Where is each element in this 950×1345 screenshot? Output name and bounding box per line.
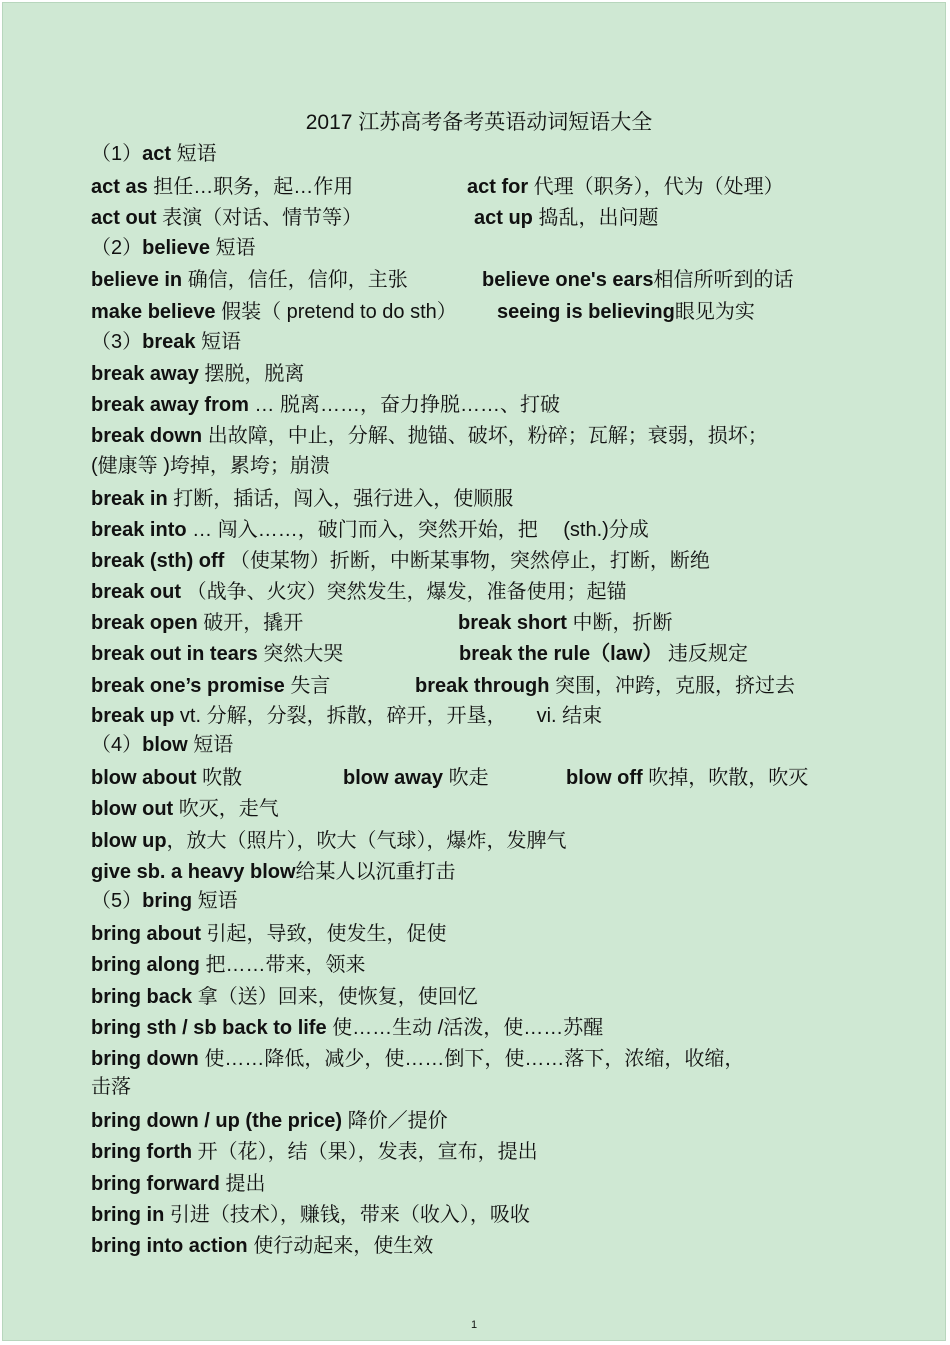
- phrase-definition: （2）: [91, 237, 143, 259]
- phrase-term: bring down / up (the price): [91, 1110, 343, 1132]
- phrase-line: [91, 1233, 915, 1259]
- phrase-definition: 吹灭，走气: [173, 798, 279, 820]
- phrase-term: blow: [142, 734, 188, 756]
- phrase-definition: 把……带来，领来: [199, 954, 366, 976]
- page-number: 1: [470, 1319, 478, 1331]
- phrase-term: break into: [91, 519, 187, 541]
- phrase-column-2: [467, 174, 784, 200]
- phrase-definition: 给某人以沉重打击: [295, 861, 456, 883]
- phrase-term: break the rule（law）: [459, 643, 663, 665]
- phrase-term: break in: [91, 488, 168, 510]
- phrase-line: [91, 174, 915, 200]
- phrase-definition: 短语: [171, 143, 217, 165]
- phrase-term: break open: [91, 612, 198, 634]
- phrase-definition: 确信，信任，信仰，主张: [182, 269, 408, 291]
- phrase-definition: 违反规定: [662, 643, 748, 665]
- phrase-definition: 突然大哭: [257, 643, 344, 665]
- phrase-line: [91, 796, 915, 822]
- phrase-column-2: [415, 673, 795, 699]
- phrase-definition: 开（花），结（果），发表，宣布，提出: [192, 1141, 538, 1163]
- phrase-definition: 降价／提价: [342, 1110, 448, 1132]
- document-page: [2, 2, 946, 1341]
- phrase-definition: 吹散: [196, 767, 243, 789]
- phrase-term: break out in tears: [91, 643, 258, 665]
- phrase-line: [91, 1074, 915, 1100]
- phrase-definition: 提出: [219, 1173, 266, 1195]
- phrase-line: [91, 732, 915, 758]
- phrase-line: [91, 392, 915, 418]
- phrase-term: bring along: [91, 954, 200, 976]
- phrase-line: [91, 517, 915, 543]
- phrase-term: believe in: [91, 269, 183, 291]
- phrase-definition: 眼见为实: [674, 301, 755, 323]
- phrase-definition: 短语: [195, 331, 242, 353]
- phrase-definition: 破开，撬开: [197, 612, 304, 634]
- phrase-term: believe: [142, 237, 210, 259]
- phrase-line: [91, 486, 915, 512]
- phrase-term: bring about: [91, 923, 201, 945]
- phrase-column-3: [566, 765, 808, 791]
- phrase-term: seeing is believing: [497, 301, 675, 323]
- phrase-definition: 短语: [209, 237, 256, 259]
- phrase-line: [91, 1015, 915, 1041]
- phrase-definition: 相信所听到的话: [653, 269, 794, 291]
- phrase-column-2: [459, 641, 748, 667]
- phrase-definition: 使……降低，减少，使……倒下，使……落下，浓缩，收缩，: [198, 1048, 745, 1070]
- phrase-term: act up: [474, 207, 533, 229]
- phrase-term: break one’s promise: [91, 675, 285, 697]
- phrase-definition: 击落: [91, 1076, 131, 1098]
- phrase-term: blow away: [343, 767, 444, 789]
- phrase-term: bring into action: [91, 1235, 248, 1257]
- phrase-line: [91, 329, 915, 355]
- phrase-definition: 使行动起来，使生效: [247, 1235, 434, 1257]
- phrase-definition: 引起，导致，使发生，促使: [200, 923, 447, 945]
- phrase-term: bring forth: [91, 1141, 193, 1163]
- phrase-term: act for: [467, 176, 529, 198]
- phrase-term: blow about: [91, 767, 197, 789]
- phrase-definition: （使某物）折断，中断某事物，突然停止，打断，断绝: [224, 550, 710, 572]
- phrase-definition: (健康等 )垮掉，累垮；崩溃: [91, 455, 330, 477]
- phrase-definition: 突围，冲跨，克服，挤过去: [549, 675, 796, 697]
- phrase-line: [91, 610, 915, 636]
- phrase-line: [91, 703, 915, 729]
- phrase-line: [91, 921, 915, 947]
- phrase-term: bring sth / sb back to life: [91, 1017, 327, 1039]
- document-title: 2017 江苏高考备考英语动词短语大全: [305, 111, 653, 134]
- phrase-column-2: [497, 299, 755, 325]
- phrase-term: blow out: [91, 798, 174, 820]
- phrase-term: blow off: [566, 767, 643, 789]
- phrase-term: break up: [91, 705, 175, 727]
- phrase-term: make believe: [91, 301, 216, 323]
- phrase-definition: 失言: [284, 675, 331, 697]
- phrase-line: [91, 423, 915, 449]
- phrase-definition: 代理（职务），代为（处理）: [528, 176, 784, 198]
- phrase-line: [91, 1046, 915, 1072]
- phrase-term: break (sth) off: [91, 550, 225, 572]
- phrase-definition: 假装（ pretend to do sth）: [215, 301, 457, 323]
- phrase-term: act out: [91, 207, 157, 229]
- phrase-term: bring back: [91, 986, 193, 1008]
- phrase-term: bring in: [91, 1204, 165, 1226]
- phrase-term: give sb. a heavy blow: [91, 861, 296, 883]
- phrase-definition: （战争、火灾）突然发生，爆发，准备使用；起锚: [181, 581, 627, 603]
- phrase-line: [91, 888, 915, 914]
- phrase-definition: 表演（对话、情节等）: [156, 207, 363, 229]
- phrase-line: [91, 205, 915, 231]
- phrase-term: break short: [458, 612, 567, 634]
- phrase-line: [91, 1202, 915, 1228]
- phrase-line: [91, 1171, 915, 1197]
- phrase-line: [91, 859, 915, 885]
- phrase-definition: 打断，插话，闯入，强行进入，使顺服: [167, 488, 514, 510]
- phrase-definition: … 脱离……，奋力挣脱……、打破: [248, 394, 560, 416]
- phrase-column-2: [343, 765, 489, 791]
- phrase-term: break down: [91, 425, 203, 447]
- phrase-definition: 捣乱，出问题: [532, 207, 659, 229]
- phrase-term: bring: [142, 890, 193, 912]
- phrase-definition: 吹掉，吹散，吹灭: [642, 767, 809, 789]
- phrase-line: [91, 765, 915, 791]
- phrase-line: [91, 952, 915, 978]
- phrase-line: [91, 641, 915, 667]
- phrase-definition: … 闯入……，破门而入，突然开始，把 (sth.)分成: [186, 519, 649, 541]
- phrase-term: break through: [415, 675, 550, 697]
- phrase-line: [91, 984, 915, 1010]
- phrase-definition: 担任…职务，起…作用: [147, 176, 354, 198]
- phrase-definition: 拿（送）回来，使恢复，使回忆: [192, 986, 478, 1008]
- phrase-line: [91, 235, 915, 261]
- phrase-definition: 短语: [192, 890, 238, 912]
- phrase-term: break away: [91, 363, 199, 385]
- phrase-definition: 中断，折断: [566, 612, 673, 634]
- phrase-column-2: [482, 267, 794, 293]
- phrase-line: [91, 579, 915, 605]
- phrase-term: bring forward: [91, 1173, 220, 1195]
- phrase-column-2: [458, 610, 673, 636]
- phrase-definition: （5）: [91, 890, 143, 912]
- phrase-line: [91, 361, 915, 387]
- phrase-line: [91, 299, 915, 325]
- phrase-definition: （4）: [91, 734, 143, 756]
- phrase-term: blow up: [91, 830, 167, 852]
- phrase-term: break: [142, 331, 196, 353]
- phrase-definition: vt. 分解，分裂，拆散，碎开，开垦， vi. 结束: [174, 705, 603, 727]
- phrase-term: act: [142, 143, 172, 165]
- phrase-line: [91, 267, 915, 293]
- phrase-term: bring down: [91, 1048, 199, 1070]
- phrase-line: [91, 828, 915, 854]
- phrase-line: [91, 548, 915, 574]
- phrase-definition: 出故障，中止，分解、抛锚、破坏，粉碎；瓦解；衰弱，损坏；: [202, 425, 768, 447]
- phrase-definition: 引进（技术），赚钱，带来（收入），吸收: [164, 1204, 530, 1226]
- phrase-line: [91, 673, 915, 699]
- phrase-definition: 摆脱，脱离: [198, 363, 305, 385]
- phrase-term: break away from: [91, 394, 249, 416]
- phrase-line: [91, 1108, 915, 1134]
- phrase-column-2: [474, 205, 658, 231]
- phrase-definition: 短语: [187, 734, 234, 756]
- phrase-term: break out: [91, 581, 182, 603]
- phrase-definition: （3）: [91, 331, 143, 353]
- phrase-line: [91, 453, 915, 479]
- phrase-line: [91, 1139, 915, 1165]
- phrase-term: believe one's ears: [482, 269, 654, 291]
- phrase-term: act as: [91, 176, 148, 198]
- phrase-definition: ，放大（照片），吹大（气球），爆炸，发脾气: [166, 830, 567, 852]
- phrase-definition: （1）: [91, 143, 143, 165]
- phrase-definition: 使……生动 /活泼，使……苏醒: [326, 1017, 604, 1039]
- phrase-definition: 吹走: [443, 767, 489, 789]
- phrase-line: [91, 141, 915, 167]
